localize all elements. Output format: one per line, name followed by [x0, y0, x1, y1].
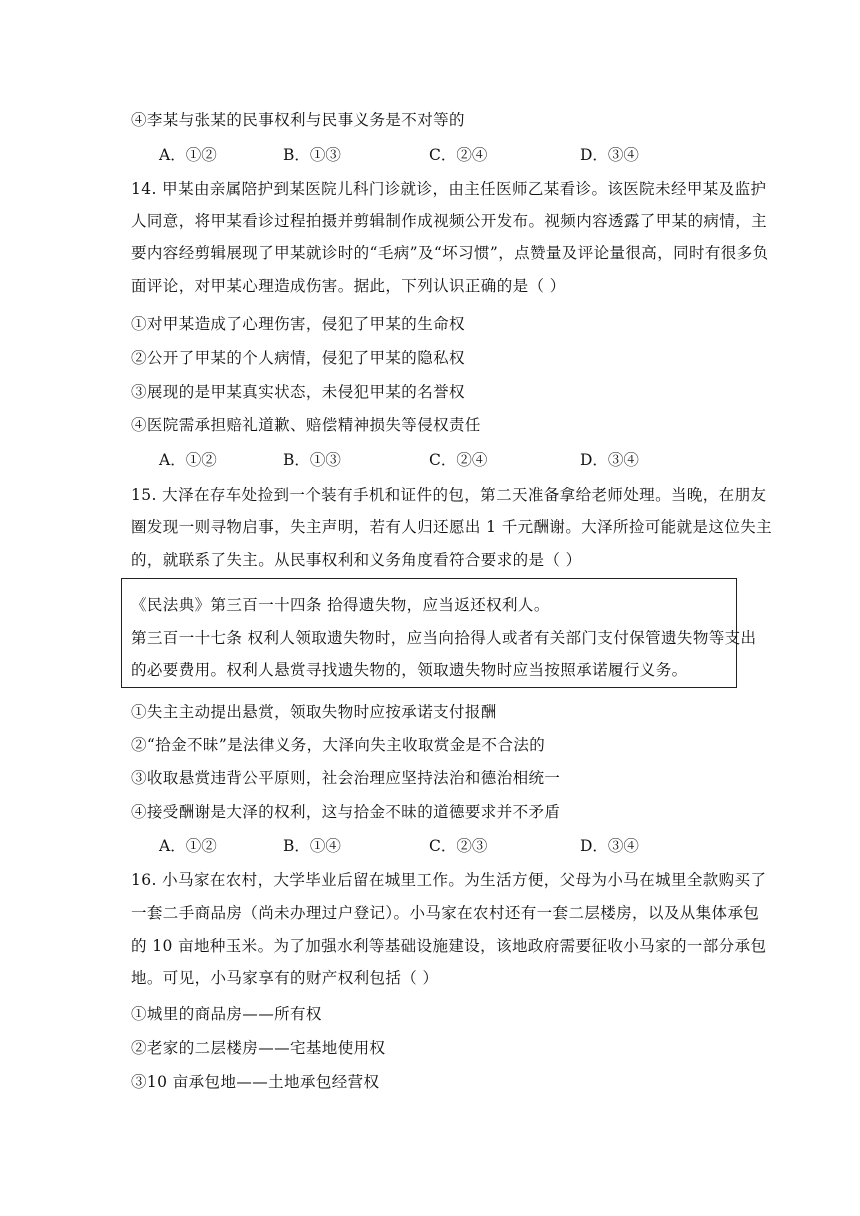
- q14-option-c: C．②④: [429, 451, 488, 469]
- q15-stem-line-2: 圈发现一则寻物启事，失主声明，若有人归还愿出 1 千元酬谢。大泽所捡可能就是这位失主: [131, 518, 773, 536]
- q14-option-d: D．③④: [580, 451, 639, 469]
- q16-item-3: ③10 亩承包地——土地承包经营权: [131, 1073, 380, 1091]
- q14-item-4: ④医院需承担赔礼道歉、赔偿精神损失等侵权责任: [131, 416, 481, 434]
- q14-item-1: ①对甲某造成了心理伤害，侵犯了甲某的生命权: [131, 315, 465, 333]
- civil-code-line-1: 《民法典》第三百一十四条 拾得遗失物，应当返还权利人。: [131, 596, 550, 614]
- q14-stem-line-1: 14. 甲某由亲属陪护到某医院儿科门诊就诊，由主任医师乙某看诊。该医院未经甲某及监护: [131, 180, 767, 198]
- q13-option-b: B．①③: [283, 146, 341, 164]
- q16-stem-line-4: 地。可见，小马家享有的财产权利包括（ ）: [131, 969, 439, 987]
- q14-stem-line-3: 要内容经剪辑展现了甲某就诊时的“毛病”及“坏习惯”，点赞量及评论量很高，同时有很多负: [131, 244, 769, 262]
- q13-option-d: D．③④: [580, 146, 639, 164]
- q15-option-c: C．②③: [429, 837, 488, 855]
- q15-option-a: A．①②: [159, 837, 217, 855]
- q15-item-2: ②“拾金不昧”是法律义务，大泽向失主收取赏金是不合法的: [131, 736, 546, 754]
- q16-stem-line-1: 16. 小马家在农村，大学毕业后留在城里工作。为生活方便，父母为小马在城里全款购买了: [131, 871, 767, 889]
- q14-option-a: A．①②: [159, 451, 217, 469]
- q13-item-4: ④李某与张某的民事权利与民事义务是不对等的: [131, 111, 465, 129]
- q14-option-b: B．①③: [283, 451, 341, 469]
- q14-item-3: ③展现的是甲某真实状态，未侵犯甲某的名誉权: [131, 383, 465, 401]
- q15-stem-line-3: 的，就联系了失主。从民事权利和义务角度看符合要求的是（ ）: [131, 551, 582, 569]
- q15-stem-line-1: 15. 大泽在存车处捡到一个装有手机和证件的包，第二天准备拿给老师处理。当晚，在朋友: [131, 486, 767, 504]
- q13-option-c: C．②④: [429, 146, 488, 164]
- civil-code-line-3: 的必要费用。权利人悬赏寻找遗失物的，领取遗失物时应当按照承诺履行义务。: [131, 661, 688, 679]
- civil-code-line-2: 第三百一十七条 权利人领取遗失物时，应当向拾得人或者有关部门支付保管遗失物等支出: [131, 629, 757, 647]
- q14-stem-line-4: 面评论，对甲某心理造成伤害。据此，下列认识正确的是（ ）: [131, 277, 566, 295]
- q16-stem-line-3: 的 10 亩地种玉米。为了加强水利等基础设施建设，该地政府需要征收小马家的一部分承包: [131, 937, 767, 955]
- q14-item-2: ②公开了甲某的个人病情，侵犯了甲某的隐私权: [131, 349, 465, 367]
- q14-stem-line-2: 人同意，将甲某看诊过程拍摄并剪辑制作成视频公开发布。视频内容透露了甲某的病情，主: [131, 212, 768, 230]
- q13-option-a: A．①②: [159, 146, 217, 164]
- q15-option-d: D．③④: [580, 837, 639, 855]
- q15-item-3: ③收取悬赏违背公平原则，社会治理应坚持法治和德治相统一: [131, 769, 561, 787]
- q15-item-1: ①失主主动提出悬赏，领取失物时应按承诺支付报酬: [131, 703, 497, 721]
- q15-option-b: B．①④: [283, 837, 341, 855]
- q16-item-2: ②老家的二层楼房——宅基地使用权: [131, 1039, 386, 1057]
- q15-item-4: ④接受酬谢是大泽的权利，这与拾金不昧的道德要求并不矛盾: [131, 803, 561, 821]
- q16-item-1: ①城里的商品房——所有权: [131, 1005, 322, 1023]
- q16-stem-line-2: 一套二手商品房（尚未办理过户登记）。小马家在农村还有一套二层楼房，以及从集体承包: [131, 904, 760, 922]
